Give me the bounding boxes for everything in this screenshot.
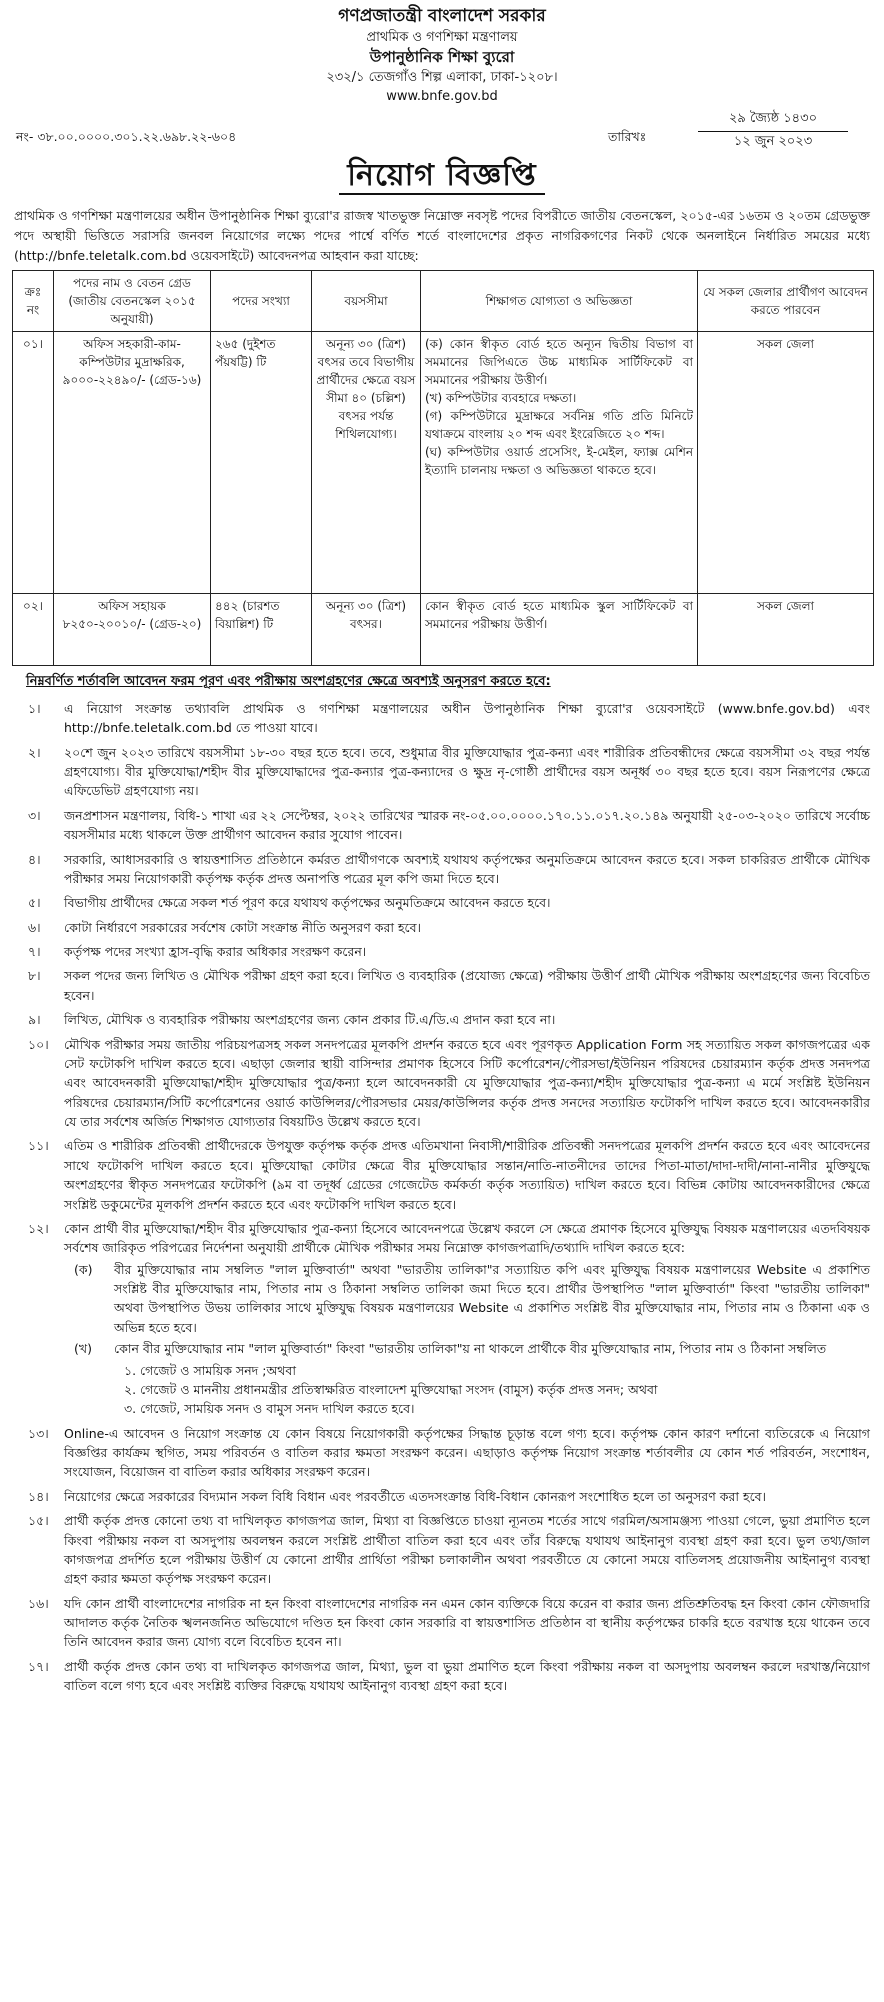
bureau-name: উপানুষ্ঠানিক শিক্ষা ব্যুরো bbox=[369, 48, 515, 67]
th-post-count: পদের সংখ্যা bbox=[211, 270, 312, 331]
date-box bbox=[698, 109, 848, 153]
cell-qualification bbox=[421, 593, 698, 665]
condition-text: Online-এ আবেদন ও নিয়োগ সংক্রান্ত যে কোন বিষয়ে নিয়োগকারী কর্তৃপক্ষের সিদ্ধান্ত চূড়ান্ত বলে গণ্য হবে। কর্তৃপক্ষ কোন কারণ দর্শানো ব্যতিরেকে এ নিয়োগ বিজ্ঞপ্তির কার্যক্রম স্থগিত, সময় পরিবর্তন ও বাতিল করার ক্ষমতা সংরক্ষণ করেন। এছাড়াও কর্তৃপক্ষ নিয়োগ সংক্রান্ত শর্তাবলীর যে কোন শর্ত পরিবর্তন, সংশোধন, সংযোজন, বিয়োজন বা বাতিল করার অধিকার সংরক্ষণ করেন। bbox=[64, 1425, 870, 1480]
cell-post-name: অফিস সহকারী-কাম-কম্পিউটার মুদ্রাক্ষরিক, ৯০০০-২২৪৯০/- (গ্রেড-১৬) bbox=[54, 331, 211, 593]
website-link[interactable]: www.bnfe.gov.bd bbox=[386, 89, 498, 105]
sub-condition-text: কোন বীর মুক্তিযোদ্ধার নাম "লাল মুক্তিবার্তা" কিংবা "ভারতীয় তালিকা"য় না থাকলে প্রার্থীকে বীর মুক্তিযোদ্ধার নাম, পিতার নাম ও ঠিকানা সম্বলিত bbox=[114, 1341, 827, 1357]
condition-text: জনপ্রশাসন মন্ত্রণালয়, বিধি-১ শাখা এর ২২ সেপ্টেম্বর, ২০২২ তারিখের স্মারক নং-০৫.০০.০০০০.১৭০.১১.০১৭.২০.১৪৯ অনুযায়ী ২৫-০৩-২০২০ তারিখে সর্বোচ্চ বয়সসীমার মধ্যে থাকলে উক্ত প্রার্থীগণ আবেদন করার সুযোগ পাবেন। bbox=[64, 807, 870, 843]
sub-condition bbox=[74, 1339, 870, 1358]
posts-table bbox=[12, 270, 874, 666]
condition-text: যদি কোন প্রার্থী বাংলাদেশের নাগরিক না হন কিংবা বাংলাদেশের নাগরিক নন এমন কোন ব্যক্তিকে বিয়ে করেন বা করার জন্য প্রতিশ্রুতিবদ্ধ হন কিংবা কোন ফৌজদারি আদালত কর্তৃক নৈতিক স্খলনজনিত অভিযোগে দণ্ডিত হন কিংবা কোন সরকারি বা স্বায়ত্তশাসিত প্রতিষ্ঠান বা স্থানীয় কর্তৃপক্ষের চাকরি হতে বরখাস্ত হয়ে থাকেন তবে তিনি আবেদন করার জন্য যোগ্য বলে বিবেচিত হবেন না। bbox=[64, 1595, 870, 1650]
condition-item bbox=[14, 850, 870, 889]
memo-number: নং- ৩৮.০০.০০০০.৩০১.২২.৬৯৮.২২-৬০৪ bbox=[16, 128, 237, 144]
table-header-row bbox=[13, 270, 874, 331]
document-list-item: ২. গেজেট ও মাননীয় প্রধানমন্ত্রীর প্রতিস্বাক্ষরিত বাংলাদেশ মুক্তিযোদ্ধা সংসদ (বামুস) কর্তৃক প্রদত্ত সনদ; অথবা bbox=[124, 1381, 658, 1397]
govt-name: গণপ্রজাতন্ত্রী বাংলাদেশ সরকার bbox=[338, 6, 546, 26]
th-districts: যে সকল জেলার প্রার্থীগণ আবেদন করতে পারবেন bbox=[698, 270, 874, 331]
condition-text: সরকারি, আধাসরকারি ও স্বায়ত্তশাসিত প্রতিষ্ঠানে কর্মরত প্রার্থীগণকে অবশ্যই যথাযথ কর্তৃপক্ষের অনুমতিক্রমে আবেদন করতে হবে। সকল চাকরিরত প্রার্থীকে মৌখিক পরীক্ষার সময় নিয়োগকারী কর্তৃপক্ষ কর্তৃক প্রদত্ত অনাপত্তি পত্রের মূল কপি জমা দিতে হবে। bbox=[64, 851, 870, 886]
cell-districts: সকল জেলা bbox=[698, 331, 874, 593]
th-qualification: শিক্ষাগত যোগ্যতা ও অভিজ্ঞতা bbox=[421, 270, 698, 331]
condition-item bbox=[14, 1424, 870, 1482]
document-list-item: ১. গেজেট ও সাময়িক সনদ ;অথবা bbox=[124, 1362, 296, 1378]
qualification-item: (গ) কম্পিউটারে মুদ্রাক্ষরে সর্বনিম্ন গতি প্রতি মিনিটে যথাক্রমে বাংলায় ২০ শব্দ এবং ইংরেজিতে ২০ শব্দ। bbox=[425, 408, 693, 441]
condition-number: ১৫। bbox=[28, 1513, 49, 1529]
notice-title-text: নিয়োগ বিজ্ঞপ্তি bbox=[339, 158, 544, 195]
condition-number: ৯। bbox=[28, 1012, 41, 1028]
condition-number: ১২। bbox=[28, 1220, 49, 1236]
qualification-item: (খ) কম্পিউটার ব্যবহারে দক্ষতা। bbox=[425, 390, 577, 405]
condition-item bbox=[14, 1657, 870, 1696]
document-list-item: ৩. গেজেট, সাময়িক সনদ ও বামুস সনদ দাখিল করতে হবে। bbox=[124, 1401, 415, 1417]
table-row bbox=[13, 331, 874, 593]
date-bangla: ২৯ জ্যৈষ্ঠ ১৪৩০ bbox=[698, 109, 848, 132]
condition-number: ৬। bbox=[28, 919, 41, 935]
condition-number: ১৪। bbox=[28, 1488, 49, 1504]
condition-item bbox=[14, 893, 870, 912]
condition-item bbox=[14, 966, 870, 1005]
condition-text: প্রার্থী কর্তৃক প্রদত্ত কোনো তথ্য বা দাখিলকৃত কাগজপত্র জাল, মিথ্যা বা বিজ্ঞপ্তিতে চাওয়া ন্যূনতম শর্তের সাথে গরমিল/অসামঞ্জস্য পাওয়া গেলে, ভুয়া প্রমাণিত হলে কিংবা পরীক্ষায় নকল বা অসদুপায় অবলম্বন করলে সংশ্লিষ্ট প্রার্থীতা বাতিল করা হবে এবং তাঁর বিরুদ্ধে যথাযথ আইনানুগ ব্যবস্থা গ্রহণ করা হবে। ভুল তথ্য/জাল কাগজপত্র প্রদর্শিত হলে পরীক্ষায় উত্তীর্ণ যে কোনো প্রার্থীর প্রার্থিতা পরীক্ষা চলাকালীন অথবা পরবর্তীতে যে কোনো সময়ে বাতিলসহ প্রয়োজনীয় আইনানুগ ব্যবস্থা গ্রহণ করার ক্ষমতা কর্তৃপক্ষ সংরক্ষণ করেন। bbox=[64, 1513, 870, 1587]
condition-text: কর্তৃপক্ষ পদের সংখ্যা হ্রাস-বৃদ্ধি করার অধিকার সংরক্ষণ করেন। bbox=[64, 944, 367, 960]
condition-number: ১৬। bbox=[28, 1595, 49, 1611]
condition-number: ৫। bbox=[28, 895, 41, 911]
qualification-item: (ক) কোন স্বীকৃত বোর্ড হতে অন্যূন দ্বিতীয় বিভাগ বা সমমানের জিপিএতে উচ্চ মাধ্যমিক সার্টিফিকেট বা সমমানের পরীক্ষায় উত্তীর্ণ। bbox=[425, 336, 693, 387]
condition-text: কোন প্রার্থী বীর মুক্তিযোদ্ধা/শহীদ বীর মুক্তিযোদ্ধার পুত্র-কন্যা হিসেবে আবেদনপত্রে উল্লেখ করলে সে ক্ষেত্রে প্রমাণক হিসেবে মুক্তিযুদ্ধ বিষয়ক মন্ত্রণালয়ের এতদবিষয়ক সর্বশেষ জারিকৃত পরিপত্রের নির্দেশনা অনুযায়ী প্রার্থীকে মৌখিক পরীক্ষার সময় নিম্নোক্ত কাগজপত্রাদি/তথ্যাদি দাখিল করতে হবে: bbox=[64, 1220, 870, 1256]
condition-text: এ নিয়োগ সংক্রান্ত তথ্যাবলি প্রাথমিক ও গণশিক্ষা মন্ত্রণালয়ের অধীন উপানুষ্ঠানিক শিক্ষা ব্যুরো'র ওয়েবসাইটে (www.bnfe.gov.bd) এবং http://bnfe.teletalk.com.bd তে পাওয়া যাবে। bbox=[64, 700, 870, 736]
condition-number: ৩। bbox=[28, 807, 41, 823]
date-english: ১২ জুন ২০২৩ bbox=[733, 133, 813, 149]
cell-age-limit: অনূন্য ৩০ (ত্রিশ) বৎসর। bbox=[312, 593, 421, 665]
condition-item bbox=[14, 1487, 870, 1506]
condition-number: ২। bbox=[28, 744, 41, 760]
condition-number: ১৭। bbox=[28, 1658, 49, 1674]
sub-condition-text: বীর মুক্তিযোদ্ধার নাম সম্বলিত "লাল মুক্তিবার্তা" অথবা "ভারতীয় তালিকা"র সত্যায়িত কপি এবং মুক্তিযুদ্ধ বিষয়ক মন্ত্রণালয়ের Website এ প্রকাশিত সংশ্লিষ্ট বীর মুক্তিযোদ্ধার নাম, পিতার নাম ও ঠিকানা সম্বলিত তালিকা জমা দিতে হবে। প্রার্থীর উপস্থাপিত "লাল মুক্তিবার্তা" কিংবা "ভারতীয় তালিকা" অথবা উপস্থাপিত উভয় তালিকার সাথে মুক্তিযুদ্ধ বিষয়ক মন্ত্রণালয়ের Website এ প্রকাশিত সংশ্লিষ্ট বীর মুক্তিযোদ্ধার নাম, পিতার নাম ও ঠিকানা এক ও অভিন্ন হতে হবে। bbox=[114, 1261, 870, 1335]
notice-title bbox=[8, 151, 876, 202]
condition-text: লিখিত, মৌখিক ও ব্যবহারিক পরীক্ষায় অংশগ্রহণের জন্য কোন প্রকার টি.এ/ডি.এ প্রদান করা হবে না। bbox=[64, 1012, 556, 1028]
date-label: তারিখঃ bbox=[608, 128, 647, 144]
condition-item bbox=[14, 918, 870, 937]
sub-condition bbox=[74, 1260, 870, 1338]
condition-item bbox=[14, 942, 870, 961]
condition-text: এতিম ও শারীরিক প্রতিবন্ধী প্রার্থীদেরকে উপযুক্ত কর্তৃপক্ষ কর্তৃক প্রদত্ত এতিমখানা নিবাসী/শারীরিক প্রতিবন্ধী সনদপত্রের মূলকপি প্রদর্শন করতে হবে এবং আবেদনের সাথে ফটোকপি দাখিল করতে হবে। মুক্তিযোদ্ধা কোটার ক্ষেত্রে বীর মুক্তিযোদ্ধার সন্তান/নাতি-নাতনীদের তাদের পিতা-মাতা/দাদা-দাদী/নানা-নানীর মুক্তিযুদ্ধে অংশগ্রহণের স্বীকৃত সনদপত্রের ফটোকপি (৯ম বা তদূর্ধ্ব গ্রেডের গেজেটেড কর্মকর্তা কর্তৃক সত্যায়িত) দাখিল করতে হবে। বিভিন্ন কোটায় আবেদনকারীদের ক্ষেত্রে সংশ্লিষ্ট ডকুমেন্টের মূলকপি প্রদর্শন করতে হবে এবং ফটোকপি দাখিল করতে হবে। bbox=[64, 1138, 870, 1212]
condition-text: প্রার্থী কর্তৃক প্রদত্ত কোন তথ্য বা দাখিলকৃত কাগজপত্র জাল, মিথ্যা, ভুল বা ভুয়া প্রমাণিত হলে কিংবা পরীক্ষায় নকল বা অসদুপায় অবলম্বন করলে দরখাস্ত/নিয়োগ বাতিল বলে গণ্য হবে এবং সংশ্লিষ্ট ব্যক্তির বিরুদ্ধে যথাযথ আইনানুগ ব্যবস্থা গ্রহণ করা হবে। bbox=[64, 1658, 870, 1694]
condition-item bbox=[14, 1594, 870, 1652]
th-post-name: পদের নাম ও বেতন গ্রেড (জাতীয় বেতনস্কেল ২০১৫ অনুযায়ী) bbox=[54, 270, 211, 331]
cell-post-count: ২৬৫ (দুইশত পঁয়ষট্টি) টি bbox=[211, 331, 312, 593]
condition-number: ১৩। bbox=[28, 1425, 49, 1441]
condition-number: ৮। bbox=[28, 968, 41, 984]
office-address: ২৩২/১ তেজগাঁও শিল্প এলাকা, ঢাকা-১২০৮। bbox=[326, 70, 558, 86]
condition-number: ১০। bbox=[28, 1036, 49, 1052]
ministry-name: প্রাথমিক ও গণশিক্ষা মন্ত্রণালয় bbox=[366, 29, 518, 45]
conditions-list bbox=[8, 699, 876, 1696]
condition-number: ১। bbox=[28, 700, 41, 716]
condition-text: বিভাগীয় প্রার্থীদের ক্ষেত্রে সকল শর্ত পূরণ করে যথাযথ কর্তৃপক্ষের অনুমতিক্রমে আবেদন করতে হবে। bbox=[64, 895, 551, 911]
conditions-heading: নিম্নবর্ণিত শর্তাবলি আবেদন ফরম পূরণ এবং পরীক্ষায় অংশগ্রহণের ক্ষেত্রে অবশ্যই অনুসরণ করতে হবে: bbox=[26, 673, 551, 689]
condition-item bbox=[14, 806, 870, 845]
reference-row bbox=[8, 109, 876, 149]
table-row bbox=[13, 593, 874, 665]
cell-qualification bbox=[421, 331, 698, 593]
condition-item bbox=[14, 743, 870, 801]
condition-item bbox=[14, 1219, 870, 1419]
cell-districts: সকল জেলা bbox=[698, 593, 874, 665]
condition-item bbox=[14, 1010, 870, 1029]
sub-condition-number: (খ) bbox=[74, 1341, 92, 1357]
sub-condition-number: (ক) bbox=[74, 1261, 93, 1277]
condition-number: ৭। bbox=[28, 944, 41, 960]
condition-body bbox=[64, 1219, 870, 1419]
intro-paragraph: প্রাথমিক ও গণশিক্ষা মন্ত্রণালয়ের অধীন উপানুষ্ঠানিক শিক্ষা ব্যুরো'র রাজস্ব খাতভুক্ত নিম্নোক্ত নবসৃষ্ট পদের বিপরীতে জাতীয় বেতনস্কেল, ২০১৫-এর ১৬তম ও ২০তম গ্রেডভুক্ত পদে অস্থায়ী ভিত্তিতে সরাসরি জনবল নিয়োগের লক্ষ্যে পদের পার্শ্বে বর্ণিত শর্তে বাংলাদেশের প্রকৃত নাগরিকগণের নিকট থেকে অনলাইনে নির্ধারিত সময়ের মধ্যে (http://bnfe.teletalk.com.bd ওয়েবসাইটে) আবেদনপত্র আহবান করা যাচ্ছে: bbox=[14, 207, 870, 263]
condition-item bbox=[14, 1511, 870, 1589]
condition-item bbox=[14, 1035, 870, 1132]
cell-post-name: অফিস সহায়ক ৮২৫০-২০০১০/- (গ্রেড-২০) bbox=[54, 593, 211, 665]
condition-number: ৪। bbox=[28, 851, 41, 867]
condition-text: সকল পদের জন্য লিখিত ও মৌখিক পরীক্ষা গ্রহণ করা হবে। লিখিত ও ব্যবহারিক (প্রযোজ্য ক্ষেত্রে) পরীক্ষায় উত্তীর্ণ প্রার্থী মৌখিক পরীক্ষায় অংশগ্রহণের জন্য বিবেচিত হবেন। bbox=[64, 968, 870, 1003]
condition-text: নিয়োগের ক্ষেত্রে সরকারের বিদ্যমান সকল বিধি বিধান এবং পরবর্তীতে এতদসংক্রান্ত বিধি-বিধান কোনরূপ সংশোধিত হলে তা অনুসরণ করা হবে। bbox=[64, 1488, 767, 1504]
condition-item bbox=[14, 1136, 870, 1214]
condition-text: ২০শে জুন ২০২৩ তারিখে বয়সসীমা ১৮-৩০ বছর হতে হবে। তবে, শুধুমাত্র বীর মুক্তিযোদ্ধার পুত্র-কন্যা এবং শারীরিক প্রতিবন্ধীদের ক্ষেত্রে বয়সসীমা ৩২ বছর পর্যন্ত গ্রহণযোগ্য। বীর মুক্তিযোদ্ধা/শহীদ বীর মুক্তিযোদ্ধাদের পুত্র-কন্যার পুত্র-কন্যাদের ও ক্ষুদ্র নৃ-গোষ্ঠী প্রার্থীদের বয়স অনূর্ধ্ব ৩০ বছর হতে হবে। বয়স নিরূপণের ক্ষেত্রে এফিডেভিট গ্রহণযোগ্য নয়। bbox=[64, 744, 870, 799]
th-serial: ক্রঃ নং bbox=[13, 270, 54, 331]
condition-text: কোটা নির্ধারণে সরকারের সর্বশেষ কোটা সংক্রান্ত নীতি অনুসরণ করা হবে। bbox=[64, 919, 422, 935]
notice-page bbox=[8, 4, 876, 1998]
qualification-item: কোন স্বীকৃত বোর্ড হতে মাধ্যমিক স্কুল সার্টিফিকেট বা সমমানের পরীক্ষায় উত্তীর্ণ। bbox=[425, 598, 693, 631]
letterhead bbox=[8, 4, 876, 107]
condition-number: ১১। bbox=[28, 1138, 49, 1154]
condition-item bbox=[14, 699, 870, 738]
cell-post-count: ৪৪২ (চারশত বিয়াল্লিশ) টি bbox=[211, 593, 312, 665]
qualification-item: (ঘ) কম্পিউটার ওয়ার্ড প্রসেসিং, ই-মেইল, ফ্যাক্স মেশিন ইত্যাদি চালনায় দক্ষতা ও অভিজ্ঞতা থাকতে হবে। bbox=[425, 444, 693, 477]
th-age-limit: বয়সসীমা bbox=[312, 270, 421, 331]
cell-serial: ০১। bbox=[13, 331, 54, 593]
cell-serial: ০২। bbox=[13, 593, 54, 665]
condition-text: মৌখিক পরীক্ষার সময় জাতীয় পরিচয়পত্রসহ সকল সনদপত্রের মূলকপি প্রদর্শন করতে হবে এবং পূরণকৃত Application Form সহ সত্যায়িত সকল কাগজপত্রের এক সেট ফটোকপি দাখিল করতে হবে। এছাড়া জেলার স্থায়ী বাসিন্দার প্রমাণক হিসেবে সিটি কর্পোরেশন/পৌরসভা/ইউনিয়ন পরিষদের চেয়ারম্যান কর্তৃক প্রদত্ত সনদপত্র এবং আবেদনকারী মুক্তিযোদ্ধা/শহীদ মুক্তিযোদ্ধার পুত্র/কন্যা হলে আবেদনকারী যে মুক্তিযোদ্ধার পুত্র-কন্যা/শহীদ মুক্তিযোদ্ধার পুত্র-কন্যা এ মর্মে সংশ্লিষ্ট ইউনিয়ন পরিষদের চেয়ারম্যান/সিটি কর্পোরেশনের ওয়ার্ড কাউন্সিলর/পৌরসভার মেয়র/কাউন্সিলর কর্তৃক প্রদত্ত সনদের সত্যায়িত ফটোকপি দাখিল করতে হবে। আবেদনকারীর যে তার সর্বশেষ অর্জিত শিক্ষাগত যোগ্যতার বিষয়টিও উল্লেখ করতে হবে। bbox=[64, 1036, 870, 1130]
cell-age-limit: অনূন্য ৩০ (ত্রিশ) বৎসর তবে বিভাগীয় প্রার্থীদের ক্ষেত্রে বয়স সীমা ৪০ (চল্লিশ) বৎসর পর্যন্ত শিথিলযোগ্য। bbox=[312, 331, 421, 593]
